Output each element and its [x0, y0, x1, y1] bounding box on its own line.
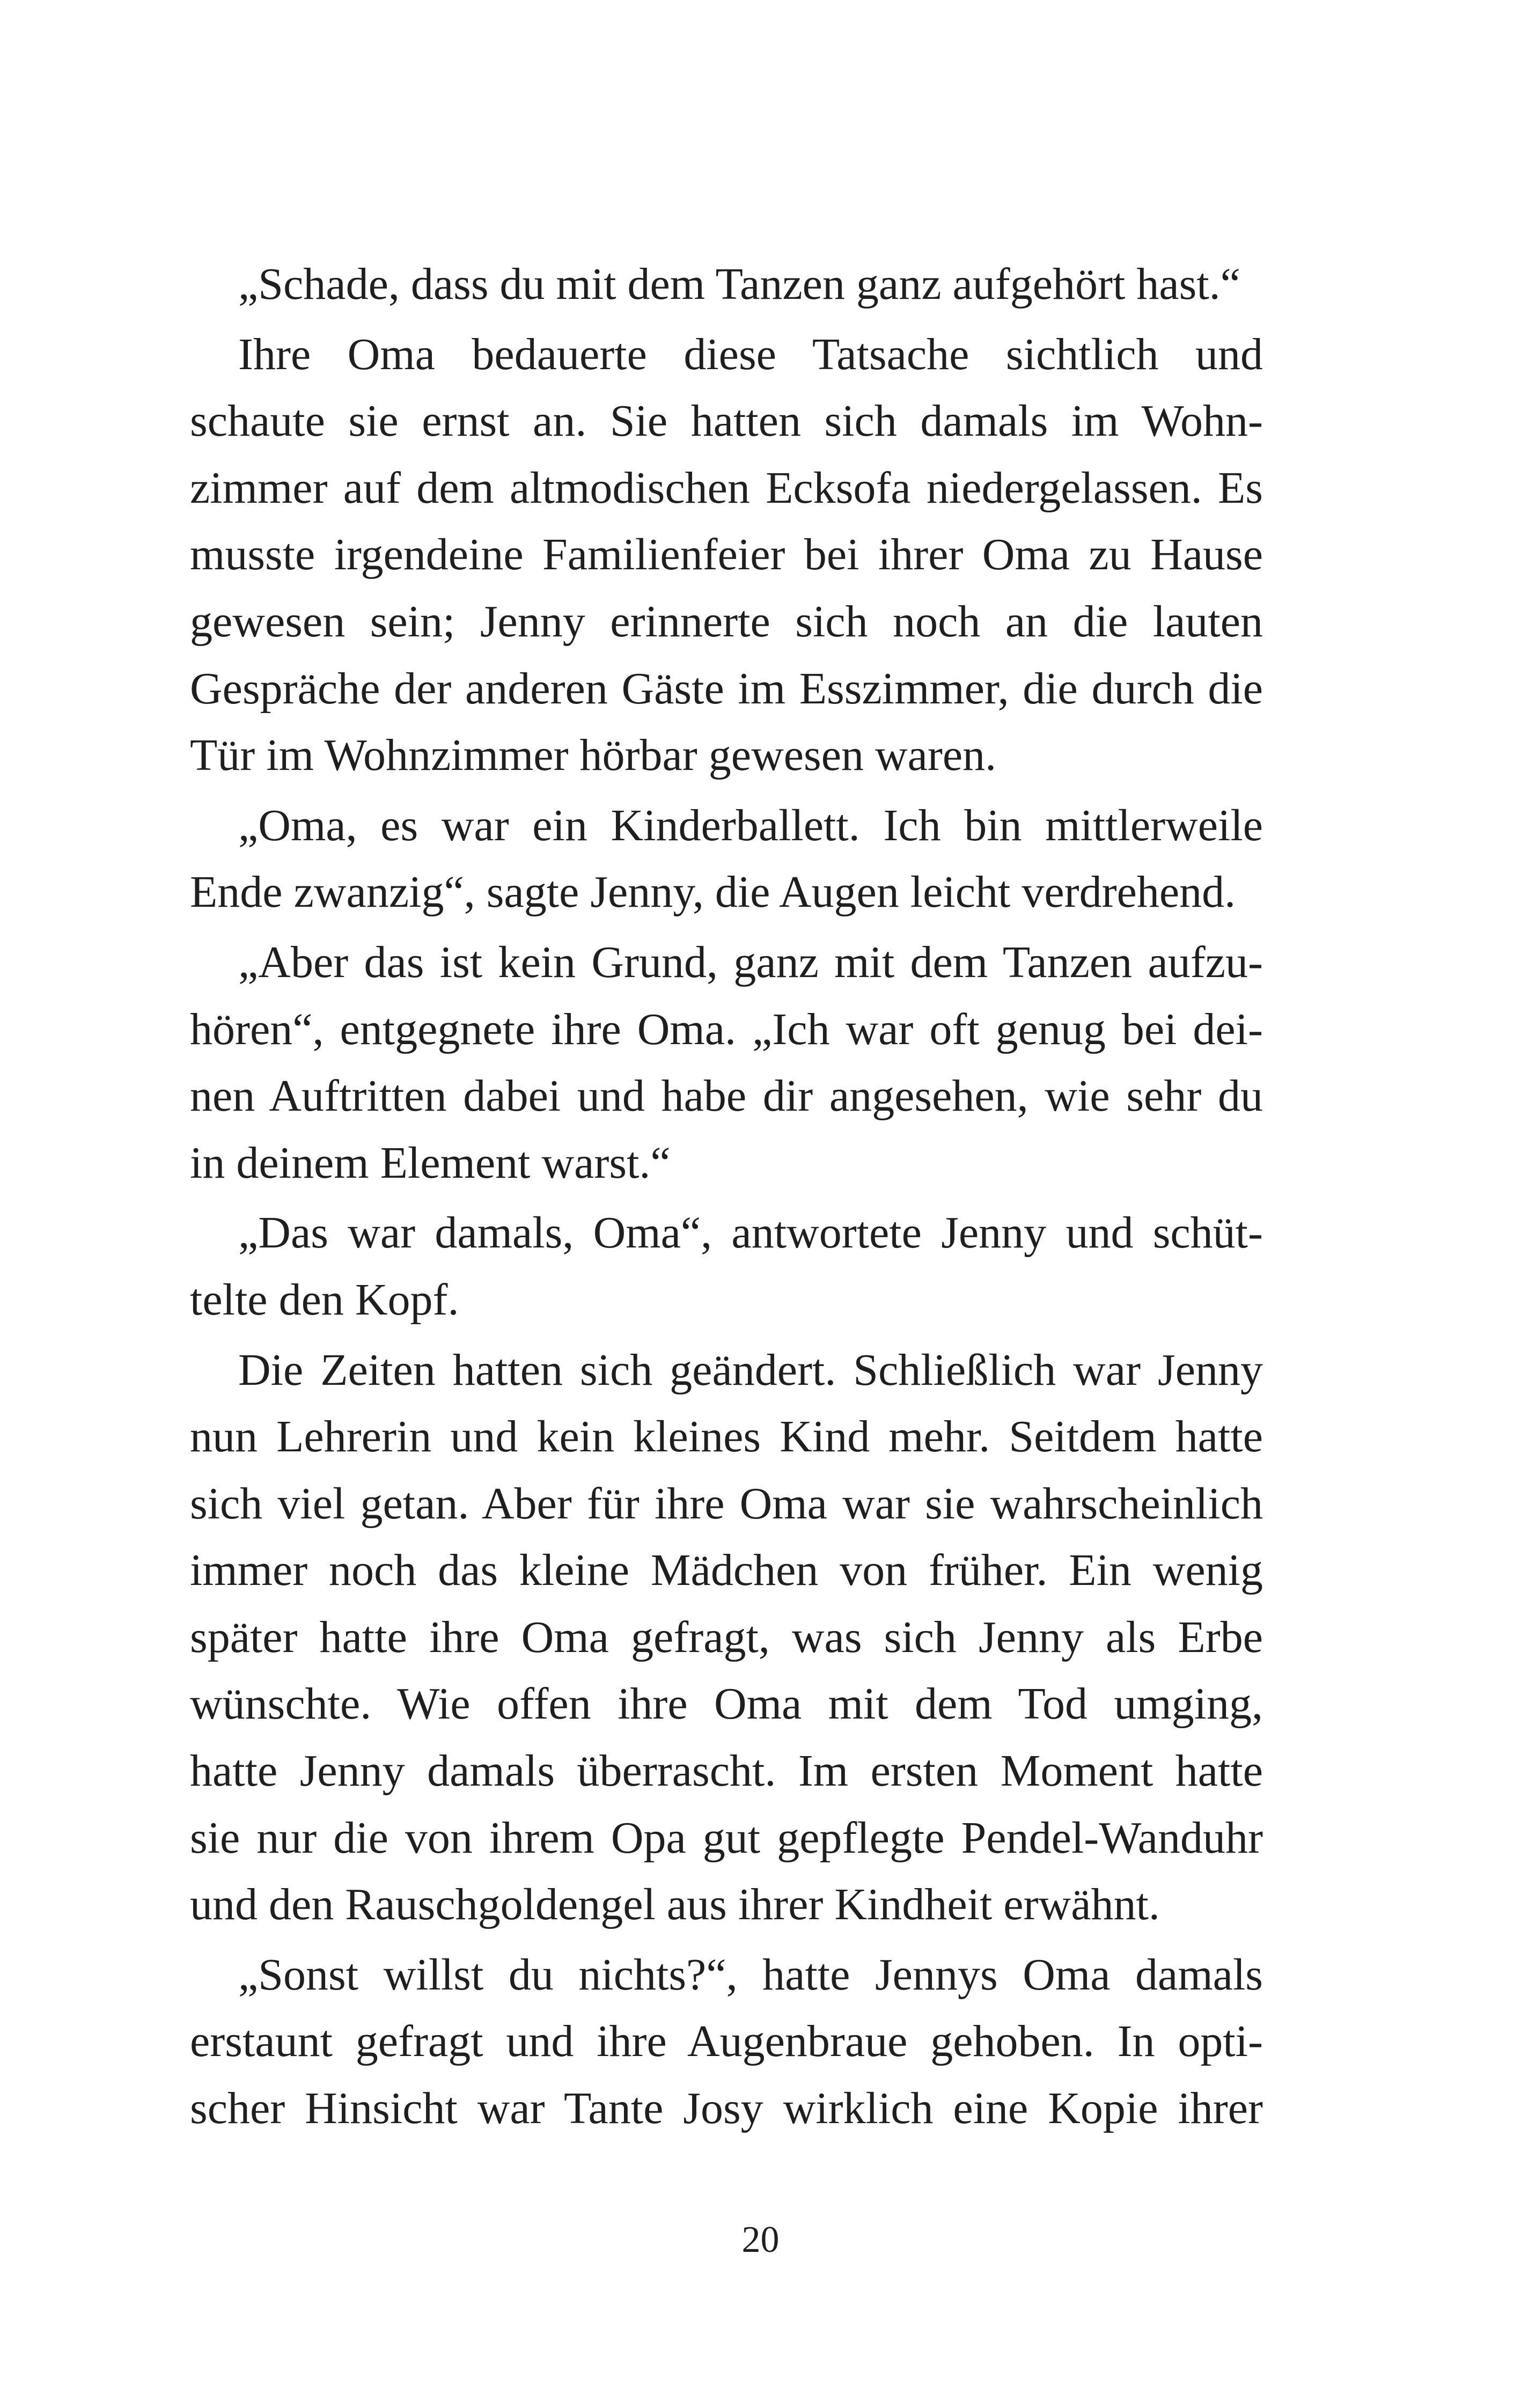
text-line: nen Auftritten dabei und habe dir angesehen, wie sehr du [190, 1071, 1263, 1121]
text-line: in deinem Element warst.“ [190, 1137, 671, 1188]
text-line: Ihre Oma bedauerte diese Tatsache sichtlich und [238, 329, 1263, 379]
text-line: telte den Kopf. [190, 1274, 459, 1325]
text-line: hatte Jenny damals überrascht. Im ersten Moment hatte [190, 1746, 1263, 1796]
text-line: scher Hinsicht war Tante Josy wirklich eine Kopie ihrer [190, 2083, 1263, 2134]
paragraph [190, 1942, 1263, 2142]
text-line: wünschte. Wie offen ihre Oma mit dem Tod umging, [190, 1679, 1263, 1729]
text-line: sie nur die von ihrem Opa gut gepflegte Pendel-Wanduhr [190, 1812, 1263, 1863]
text-line: „Oma, es war ein Kinderballett. Ich bin mittlerweile [238, 800, 1263, 850]
text-line: „Aber das ist kein Grund, ganz mit dem Tanzen aufzu- [238, 937, 1263, 987]
text-line: Die Zeiten hatten sich geändert. Schließlich war Jenny [238, 1345, 1263, 1395]
text-line: hören“, entgegnete ihre Oma. „Ich war oft genug bei dei- [190, 1004, 1263, 1054]
text-line: immer noch das kleine Mädchen von früher. Ein wenig [190, 1545, 1263, 1596]
text-line: „Sonst willst du nichts?“, hatte Jennys Oma damals [238, 1949, 1263, 2000]
text-line: Gespräche der anderen Gäste im Esszimmer, die durch die [190, 663, 1263, 714]
paragraph [190, 1337, 1263, 1939]
text-line: „Das war damals, Oma“, antwortete Jenny und schüt- [238, 1208, 1263, 1258]
paragraph [190, 321, 1263, 789]
text-line: erstaunt gefragt und ihre Augenbraue gehoben. In opti- [190, 2016, 1263, 2067]
text-line: Ende zwanzig“, sagte Jenny, die Augen leicht verdrehend. [190, 867, 1236, 917]
text-line: und den Rauschgoldengel aus ihrer Kindheit erwähnt. [190, 1880, 1160, 1930]
text-line: zimmer auf dem altmodischen Ecksofa niedergelassen. Es [190, 462, 1263, 513]
paragraph [190, 251, 1263, 318]
text-line: nun Lehrerin und kein kleines Kind mehr. Seitdem hatte [190, 1412, 1263, 1462]
text-line: „Schade, dass du mit dem Tanzen ganz aufgehört hast.“ [238, 259, 1240, 309]
text-line: später hatte ihre Oma gefragt, was sich Jenny als Erbe [190, 1612, 1263, 1662]
paragraph [190, 1200, 1263, 1333]
text-line: musste irgendeine Familienfeier bei ihrer Oma zu Hause [190, 530, 1263, 580]
text-line: gewesen sein; Jenny erinnerte sich noch an die lauten [190, 596, 1263, 647]
body-text [190, 251, 1263, 2142]
page-number: 20 [741, 2219, 780, 2260]
paragraph [190, 792, 1263, 926]
paragraph [190, 929, 1263, 1196]
text-line: schaute sie ernst an. Sie hatten sich damals im Wohn- [190, 396, 1263, 446]
text-line: sich viel getan. Aber für ihre Oma war sie wahrscheinlich [190, 1478, 1263, 1529]
text-line: Tür im Wohnzimmer hörbar gewesen waren. [190, 730, 997, 781]
